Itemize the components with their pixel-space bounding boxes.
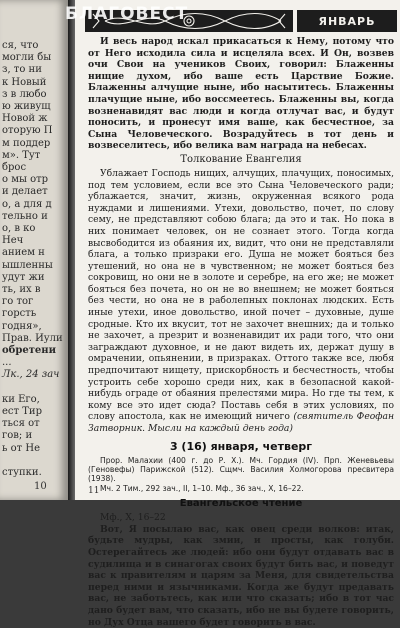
left-page-line: анием н — [2, 247, 45, 259]
left-page-line: Неч — [2, 235, 24, 247]
left-page-line: ться от — [2, 418, 40, 430]
left-page-line: ест Тир — [2, 406, 42, 417]
left-page-line: Прав. Иули — [2, 332, 63, 344]
left-page-line: ю живущ — [2, 101, 51, 112]
left-page-line: ь от Не — [2, 442, 40, 454]
gospel-text: Вот, Я посылаю вас, как овец среди волков: итак, будьте мудры, как змии, и просты, как голуби. Остерегайтесь же людей: ибо они будут отдавать вас в судилища и в синагогах своих будут бить вас, и поведут вас к правителям и царям за Меня, для свидетельства перед ними и язычниками. Когда же будут предавать вас, не заботьтесь, как или что сказать; ибо в тот час дано будет вам, что сказать, ибо не вы будете говорить, но Дух Отца вашего будет говорить в вас. — [88, 523, 394, 628]
left-page-line: м поддер — [2, 137, 51, 149]
gospel-title: Евангельское чтение — [179, 498, 303, 510]
interpretation-body: Ублажает Господь нищих, алчущих, плачущих, поносимых, под тем условием, если все это Сына Человеческого ради; ублажается, значит, жизнь, окруженная всякого рода нуждами и лишениями. Утехи, довольство, почет, по слову сему, не представляют собою блага; да это и так. Но пока в них понимает человек, он не сознает этого. Тогда когда высвободится из обаяния их, видит, что они не представляли блага, а только призраки его. Душа не может бояться без утешений, но она не в чувственном; не может бояться без сокровищ, но они не в золоте и серебре, на его же; не может бояться без почета, но он не во внешнем; не может бояться без чести, но она не в раболепных поклонах людских. Есть иные утехи, иное довольство, иной почет – духовные, душе сродные. Кто их вкусит, тот не захочет внешних; да и только не захочет, а презрит и возненавидит их ради того, что они заграждают духовное, и не дают видеть их, держат душу в омрачении, опьянении, в призраках. Оттого также все, любя предпочитают нищету, прискорбность и бесчестность, чтобы устроить себе хорошо среди них, как в безопасной какой-нибудь ограде от обаяния прелестями мира. Но где ты тем, к кому все это идет сюда? Поставь себя в этих условиях, по слову апостола, как не имеющий ничего — [88, 167, 394, 423]
book-gutter — [68, 0, 75, 500]
left-page-line: и делает — [2, 186, 48, 198]
left-page-line: могли бы — [2, 52, 52, 64]
left-page-line: годня», — [2, 320, 42, 332]
left-page-line: о мы отр — [2, 174, 49, 186]
interpretation-title: Толкование Евангелия — [180, 153, 302, 165]
right-page — [65, 0, 400, 628]
watermark-logo: БЛАГОВЕСТ — [65, 4, 189, 24]
left-page-line: го тог — [2, 296, 34, 308]
left-page-line: Лк., 24 зач — [2, 369, 60, 381]
left-page-line: горсть — [2, 308, 37, 320]
left-page-line: ть, их в — [2, 284, 41, 295]
left-page-line: тельно и — [2, 210, 48, 222]
left-page-line: брос — [2, 162, 27, 173]
left-page-line: з, то ни — [2, 64, 42, 76]
left-page-fragment — [0, 0, 68, 500]
left-page-line: к Новый — [2, 76, 47, 88]
left-page-line: оторую П — [2, 125, 53, 137]
saints-list: Прор. Малахии (400 г. до Р. Х.). Мч. Гордия (IV). Прп. Женевьевы (Геновефы) Парижской (512). Сщмч. Василия Холмогорова пресвитера (1938). — [88, 455, 394, 484]
left-page-line: Новой ж — [2, 113, 48, 125]
date-heading: 3 (16) января, четверг — [169, 439, 313, 453]
left-page-line: о, а для д — [2, 198, 52, 210]
month-label: ЯНВАРЬ — [297, 10, 397, 32]
left-page-line: обретени — [2, 345, 56, 356]
left-page-line: ... — [2, 357, 12, 369]
left-page-line: ся, что — [2, 40, 39, 51]
gospel-reference: Мф., X, 16–22 — [100, 512, 166, 524]
left-page-line: ки Его, — [2, 393, 40, 405]
left-page-line: ступки. — [2, 467, 42, 478]
page-content — [88, 36, 394, 628]
left-page-line: о, в ко — [2, 223, 36, 234]
left-page-line: ышленны — [2, 259, 53, 271]
left-page-number: 10 — [34, 481, 47, 492]
left-page-line: гов; и — [2, 430, 33, 442]
interpretation-author: (святитель Феофан Затворник. Мысли на каждый день года) — [88, 411, 395, 434]
right-page-number: 11 — [88, 486, 100, 496]
interpretation-text — [88, 168, 394, 435]
gospel-passage-top: И весь народ искал прикасаться к Нему, потому что от Него исходила сила и исцеляла всех. И Он, возвев очи Свои на учеников Своих, говорил: Блаженны нищие духом, ибо ваше есть Царствие Божие. Блаженны алчущие ныне, ибо насытитесь. Блаженны плачущие ныне, ибо воссмеетесь. Блаженны вы, когда возненавидят вас люди и когда отлучат вас, и будут поносить, и пронесут имя ваше, как бесчестное, за Сына Человеческого. Возрадуйтесь в тот день и возвеселитесь, ибо велика вам награда на небесах. — [88, 36, 394, 152]
readings-list: Мч. 2 Тим., 292 зач., II, 1–10. Мф., 36 зач., X, 16–22. — [100, 483, 304, 493]
left-page-line: м». Тут — [2, 149, 41, 161]
left-page-line: удут жи — [2, 271, 45, 283]
left-page-line: з в любо — [2, 88, 47, 100]
